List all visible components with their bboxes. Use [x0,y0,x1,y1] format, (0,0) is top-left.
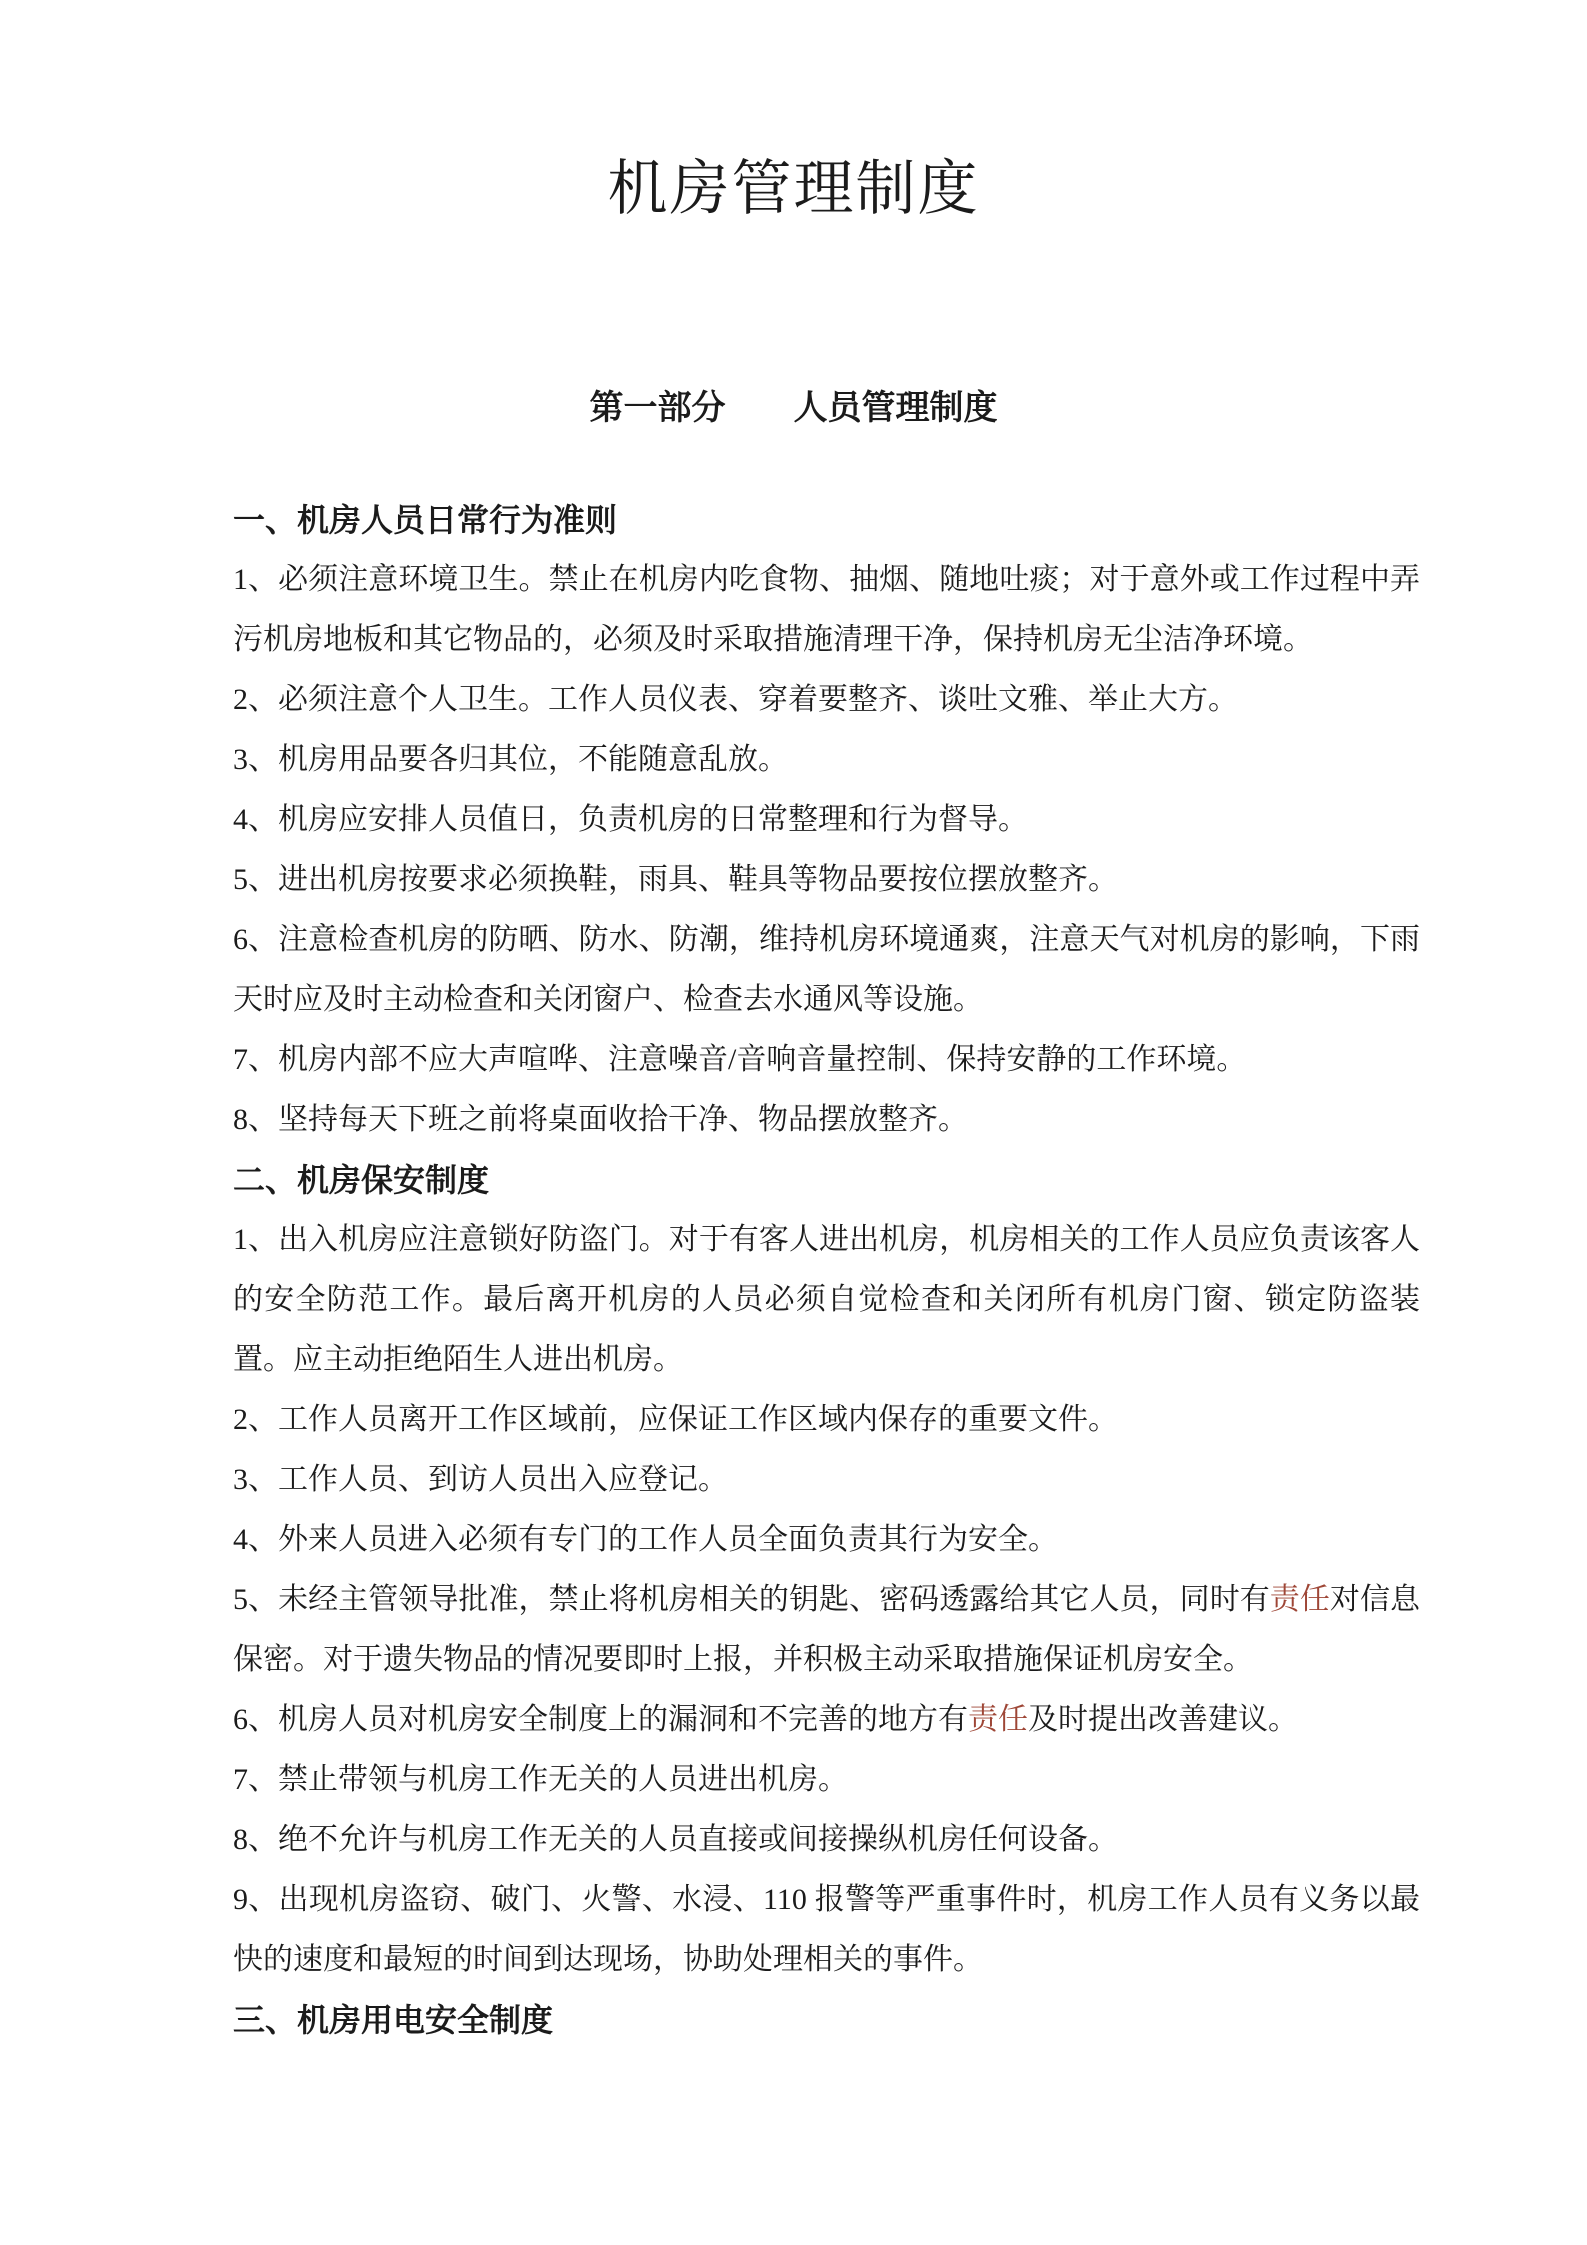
section-heading: 一、机房人员日常行为准则 [233,502,618,538]
text-run: 4、机房应安排人员值日，负责机房的日常整理和行为督导。 [233,803,1028,836]
paragraph [233,1690,1420,1750]
text-run: 8、绝不允许与机房工作无关的人员直接或间接操纵机房任何设备。 [233,1823,1118,1856]
text-run: 3、工作人员、到访人员出入应登记。 [233,1463,728,1496]
paragraph [233,550,1420,670]
text-run: 9、出现机房盗窃、破门、火警、水浸、110 报警等严重事件时，机房工作人员有义务以最快的速度和最短的时间到达现场，协助处理相关的事件。 [233,1883,1420,1976]
section-heading: 二、机房保安制度 [233,1162,490,1198]
paragraph [233,730,1420,790]
paragraph [233,850,1420,910]
text-run: 7、机房内部不应大声喧哗、注意噪音/音响音量控制、保持安静的工作环境。 [233,1043,1247,1076]
paragraph [233,790,1420,850]
text-run: 1、出入机房应注意锁好防盗门。对于有客人进出机房，机房相关的工作人员应负责该客人的安全防范工作。最后离开机房的人员必须自觉检查和关闭所有机房门窗、锁定防盗装置。应主动拒绝陌生人进出机房。 [233,1223,1420,1376]
paragraph [233,1750,1420,1810]
paragraph [233,670,1420,730]
text-run: 5、未经主管领导批准，禁止将机房相关的钥匙、密码透露给其它人员，同时有 [233,1583,1270,1616]
paragraph [233,1030,1420,1090]
text-run: 6、注意检查机房的防晒、防水、防潮，维持机房环境通爽，注意天气对机房的影响，下雨天时应及时主动检查和关闭窗户、检查去水通风等设施。 [233,923,1420,1016]
document-body [233,490,1420,2050]
text-run: 及时提出改善建议。 [1028,1703,1298,1736]
text-run: 6、机房人员对机房安全制度上的漏洞和不完善的地方有 [233,1703,968,1736]
document-title: 机房管理制度 [607,156,980,222]
paragraph [233,1510,1420,1570]
part-heading: 第一部分 人员管理制度 [589,390,998,427]
paragraph [233,1570,1420,1690]
text-run: 2、必须注意个人卫生。工作人员仪表、穿着要整齐、谈吐文雅、举止大方。 [233,683,1238,716]
paragraph [233,1810,1420,1870]
text-run: 8、坚持每天下班之前将桌面收拾干净、物品摆放整齐。 [233,1103,968,1136]
text-run: 对信息保密。对于遗失物品的情况要即时上报，并积极主动采取措施保证机房安全。 [233,1583,1421,1676]
text-run: 3、机房用品要各归其位，不能随意乱放。 [233,743,788,776]
text-run: 1、必须注意环境卫生。禁止在机房内吃食物、抽烟、随地吐痰；对于意外或工作过程中弄污机房地板和其它物品的，必须及时采取措施清理干净，保持机房无尘洁净环境。 [233,563,1420,656]
paragraph [233,1210,1420,1390]
paragraph [233,1450,1420,1510]
text-run: 5、进出机房按要求必须换鞋，雨具、鞋具等物品要按位摆放整齐。 [233,863,1118,896]
highlighted-text-run: 责任 [1269,1583,1330,1616]
text-run: 2、工作人员离开工作区域前，应保证工作区域内保存的重要文件。 [233,1403,1118,1436]
paragraph [233,1090,1420,1150]
text-run: 7、禁止带领与机房工作无关的人员进出机房。 [233,1763,848,1796]
highlighted-text-run: 责任 [968,1703,1028,1736]
text-run: 4、外来人员进入必须有专门的工作人员全面负责其行为安全。 [233,1523,1058,1556]
paragraph [233,910,1420,1030]
section-heading: 三、机房用电安全制度 [233,2002,554,2038]
paragraph [233,1390,1420,1450]
paragraph [233,1870,1420,1990]
